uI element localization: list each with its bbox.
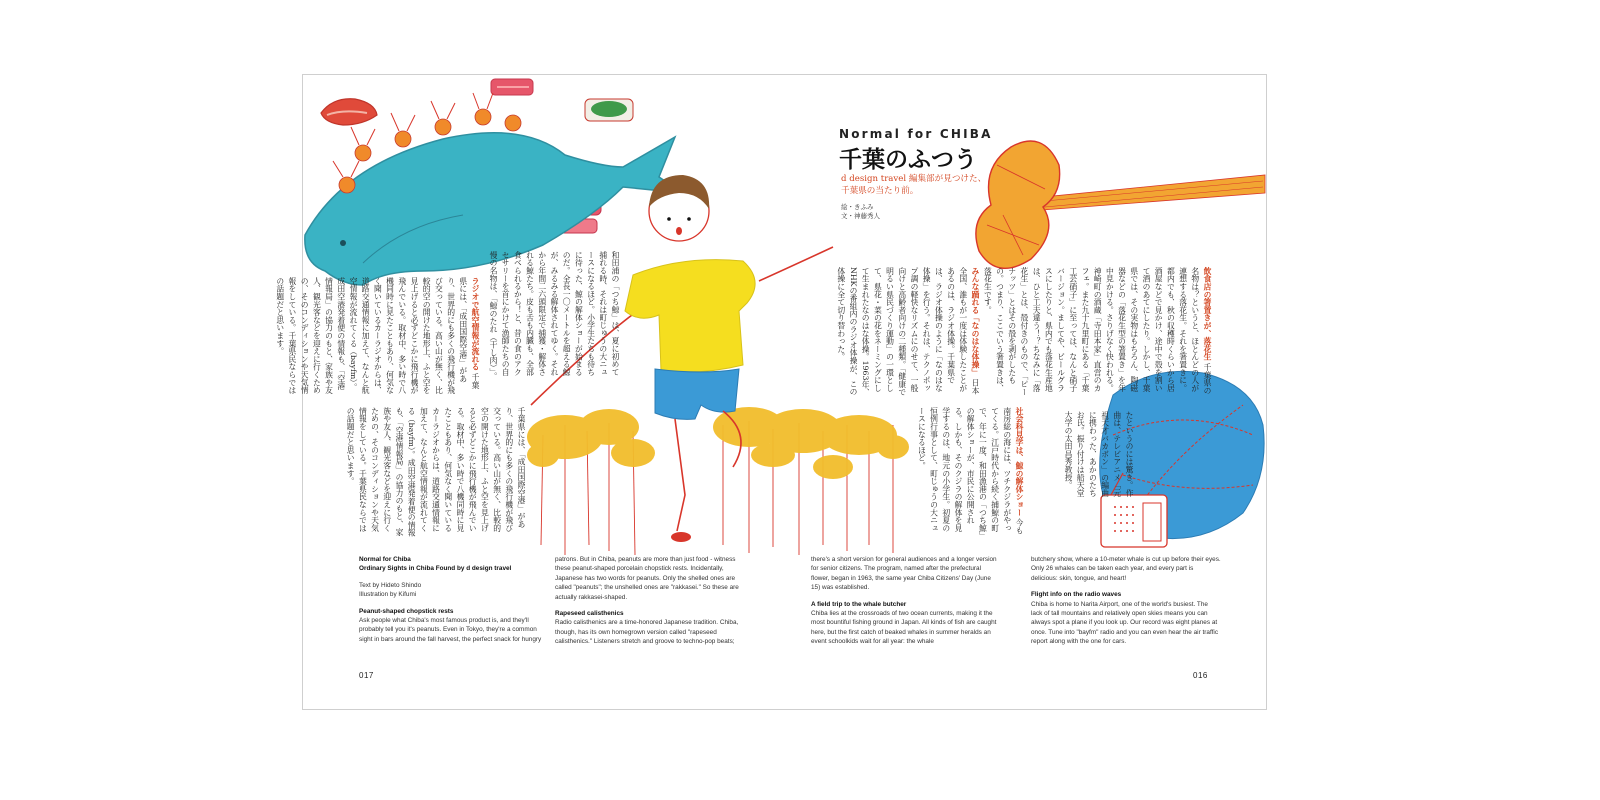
jp-heading: ラジオで航空情報が流れる bbox=[471, 277, 480, 371]
jp-article-radio bbox=[275, 277, 481, 395]
jp-body: 日本全国、誰もが一度は体験したことがあるのは、ラジオ体操。千葉県では、ラジオ体操のように「なのはな体操」を行う。それは、テクノポップ調の軽快なリズムにのせて、一般向けと高齢者向けの二種類。「健康で明るい県民づくり運動」の一環として、県花・菜の花をネーミングにして生まれたなのはな体操。1963年、NHKの番組内のラジオ体操が、この体操に全て切り替わった。 bbox=[836, 267, 980, 397]
subtitle-line: d design travel 編集部が見つけた、 bbox=[841, 174, 987, 184]
credit-writer: 文・神藤秀人 bbox=[841, 212, 880, 220]
english-heading: Rapeseed calisthenics bbox=[555, 610, 624, 618]
english-column-2 bbox=[555, 555, 745, 647]
jp-heading: みんな踊れる「なのはな体操」 bbox=[971, 267, 980, 377]
english-paragraph: Ask people what Chiba's most famous product is, and they'll probably tell you it's peanuts. Even in Tokyo, they're a common sight in bars around the fall harvest, the perfect snack for hungry bbox=[359, 617, 542, 643]
english-paragraph: Chiba is home to Narita Airport, one of the world's busiest. The lack of tall mountains and relatively open skies means you can always spot a plane if you look up. Our record was eight planes at once. Tune into "bayfm" radio and you can even hear the air traffic report along with the one for cars. bbox=[1031, 600, 1219, 646]
english-credit: Text by Hideto Shindo bbox=[359, 581, 422, 589]
subtitle bbox=[841, 173, 1021, 197]
jp-article-whale bbox=[885, 407, 1025, 539]
page-number-left: 017 bbox=[359, 671, 374, 680]
english-title: Normal for Chiba bbox=[359, 556, 411, 563]
jp-article-whale-continued bbox=[488, 251, 621, 383]
rapeseed-flowers-icon bbox=[527, 407, 909, 555]
english-column-4 bbox=[1031, 555, 1221, 647]
section-kicker: Normal for CHIBA bbox=[839, 127, 993, 141]
jp-heading: 飲食店の箸置きが、落花生 bbox=[1203, 267, 1212, 361]
jp-article-peanut bbox=[985, 267, 1213, 399]
english-subtitle: Ordinary Sights in Chiba Found by d design travel bbox=[359, 565, 512, 573]
meat-slice-icon bbox=[321, 99, 377, 125]
jp-body: 千葉県には、「成田国際空港」があり、世界的にも多くの飛行機が飛び交っている。高い山が無く、比較的空の開けた地形上、ふと空を見上げると必ずどこかに飛行機が飛んでいる。取材中、多い時で八機同時に見たこともあり、何気なく聞いているカーラジオからは、道路交通情報に加えて、なんと航空情報が流れてくる（bayfm）。成田空港発着便の情報も、「空港情報局」の協力のもと、家族や友人、観光客などを迎えに行くための、そのコンディションや天気情報をしている。千葉県民ならではの話題だと思います。 bbox=[346, 407, 526, 537]
english-paragraph: butchery show, where a 10-meter whale is cut up before their eyes. Only 26 whales can be taken each year, and every part is delicious: skin, tongue, and heart! bbox=[1031, 556, 1221, 582]
subtitle-line: 千葉県の当たり前。 bbox=[841, 186, 919, 196]
jp-body: 今も南房総の海には、ツチクジラがやってくる。江戸時代から続く捕鯨の町で、年に一度、和田漁港の「つち鯨」の解体ショーが、市民に公開される。しかも、そのクジラの解体を見学するのは、地元の小学生。初夏の恒例行事として、町じゅうの大ニュースになるほど。 bbox=[917, 407, 1024, 536]
magazine-spread bbox=[275, 74, 1267, 710]
page-title: 千葉のふつう bbox=[839, 146, 977, 173]
jp-body: 千葉県には、「成田国際空港」があり、世界的にも多くの飛行機が飛び交っている。高い山が無く、比較的空の開けた地形上、ふと空を見上げると必ずどこかに飛行機が飛んでいる。取材中、多い時で八機同時に見たこともあり、何気なく聞いているカーラジオからは、道路交通情報に加えて、なんと航空情報が流れてくる（bayfm）。成田空港発着便の情報も、「空港情報局」の協力のもと、家族や友人、観光客などを迎えに行くための、そのコンディションや天気情報をしている。千葉県民ならではの話題だと思います。 bbox=[275, 277, 480, 394]
sashimi-icon bbox=[491, 79, 533, 95]
peanut-chopstick-icon bbox=[976, 141, 1265, 268]
english-heading: Peanut-shaped chopstick rests bbox=[359, 607, 454, 615]
english-paragraph: Radio calisthenics are a time-honored Japanese tradition. Chiba, though, has its own homegrown version called "rapeseed calisthenics." Listeners stretch and groove to techno-pop beats; bbox=[555, 619, 739, 646]
seaweed-dish-icon bbox=[585, 99, 633, 121]
jp-body: たというのには驚き。作曲は、テレビアニメ「元祖天才バカボン」の編曲に携わった、あかのたちお氏。振り付けは船天堂大学の太田昌秀教授。 bbox=[1063, 411, 1134, 497]
english-paragraph: patrons. But in Chiba, peanuts are more than just food - witness these peanut-shaped porcelain chopstick rests. Incidentally, Japanese has two words for peanuts. Only the shelled ones are called "peanuts"; the unshelled ones are "rakkasei." So these are actually rakkasei-shaped. bbox=[555, 556, 739, 601]
page-number-right: 016 bbox=[1193, 671, 1208, 680]
english-column-3 bbox=[811, 555, 1001, 647]
credit-illustrator: 絵・きふみ bbox=[841, 203, 874, 211]
jp-article-taiso-continued bbox=[1039, 411, 1135, 497]
jp-body: 和田浦の「つち鯨」は、夏に初めて捕れる時、それは町じゅうの大ニュースになるほど。小学生たちも待ちに待った、鯨の解体ショーが始まるのだ。全長一〇メートルを超える鯨が、みるみる解体されてゆく。それから年間二六頭限定で捕獲・解体される鯨たち。皮も舌も内臓も、全部食べられるから！と、昔の食のアクセサリーを首にかけて漁師たちの自慢の名物は、「鯨のたれ（干し肉）」。 bbox=[488, 251, 620, 380]
english-credit: Illustration by Kifumi bbox=[359, 591, 417, 599]
jp-heading: 社会科見学は、鯨の解体ショー bbox=[1015, 407, 1024, 517]
credits bbox=[841, 203, 961, 221]
english-column-1 bbox=[359, 555, 549, 644]
english-heading: A field trip to the whale butcher bbox=[811, 600, 907, 608]
jp-body: 千葉県の名物は？というと、ほとんどの人が連想する落花生。それを箸置きに。都内でも、秋の収穫時くらいから居酒屋などで見かけ、途中で殻を割いて酒のあてにしたり。しかし、千葉県では、その実物はもちろん、陶磁器などの「落花生型の箸置き」を年中見かける。さりげなく快われる。神崎町の酒蔵「寺田本家」直営のカフェ。また九十九里町にある「千葉工芸硝子」に至っては、なんと硝子バージョン。ましてや、ビールグラスにしたりと、県内でも落花生産地は、ひと工夫違う！？ちなみに「落花生」とは、殻付きのもので、「ピーナッツ」とはその殻を剥がしたもの。つまり、ここでいう箸置きは、落花生です。 bbox=[983, 267, 1212, 396]
jp-article-radio-continued bbox=[346, 407, 527, 539]
english-paragraph: Chiba lies at the crossroads of two ocean currents, making it the most bountiful fishing ground in Japan. All kinds of fish are caught here, but the first catch of beaked whales in summer heralds an event schoolkids wait for all year: the whale bbox=[811, 610, 997, 646]
jp-article-taiso bbox=[781, 267, 981, 399]
english-heading: Flight info on the radio waves bbox=[1031, 591, 1122, 599]
english-paragraph: there's a short version for general audiences and a longer version for senior citizens. The program, named after the prefectural flower, began in 1963, the same year Chiba Citizens' Day (June 15) was established. bbox=[811, 556, 997, 592]
